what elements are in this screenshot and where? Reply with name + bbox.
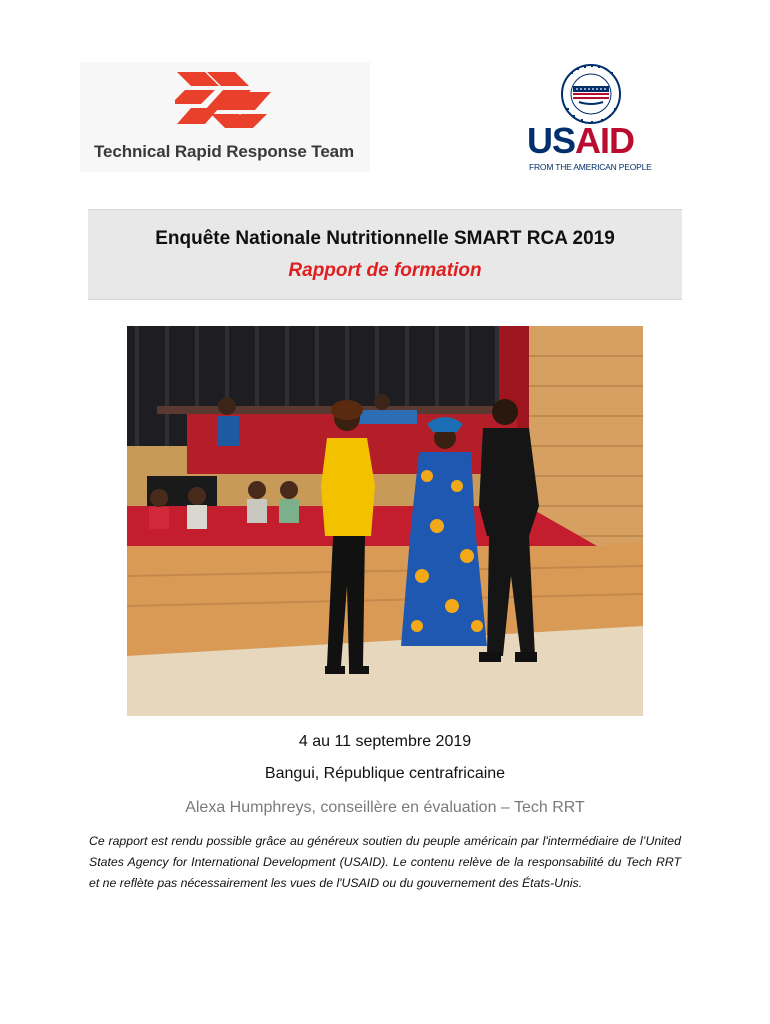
training-dates: 4 au 11 septembre 2019 — [298, 733, 472, 750]
usaid-word-us: US — [527, 120, 576, 161]
usaid-seal-icon — [561, 64, 621, 124]
author-credit: Alexa Humphreys, conseillère en évaluation – Tech RRT — [185, 799, 585, 816]
trrt-mark-icon — [175, 66, 275, 140]
training-photo — [127, 326, 643, 716]
document-title: Enquête Nationale Nutritionnelle SMART RCA 2019 — [155, 228, 615, 249]
trrt-logo-text: Technical Rapid Response Team — [94, 142, 355, 161]
usaid-logo — [522, 62, 662, 174]
usaid-wordmark — [527, 120, 635, 161]
title-box — [88, 209, 682, 300]
trrt-logo — [80, 62, 370, 172]
usaid-tagline: FROM THE AMERICAN PEOPLE — [529, 162, 652, 172]
funding-disclaimer: Ce rapport est rendu possible grâce au généreux soutien du peuple américain par l'intermédiaire de l’United States Agency for International Development (USAID). Le contenu relève de la responsabilité du Tech RRT et ne reflète pas nécessairement les vues de l'USAID ou du gouvernement des États-Unis. — [89, 834, 681, 890]
training-photo-image — [127, 326, 643, 716]
training-location: Bangui, République centrafricaine — [264, 765, 506, 782]
usaid-word-aid: AID — [575, 120, 635, 161]
document-subtitle: Rapport de formation — [288, 260, 482, 281]
